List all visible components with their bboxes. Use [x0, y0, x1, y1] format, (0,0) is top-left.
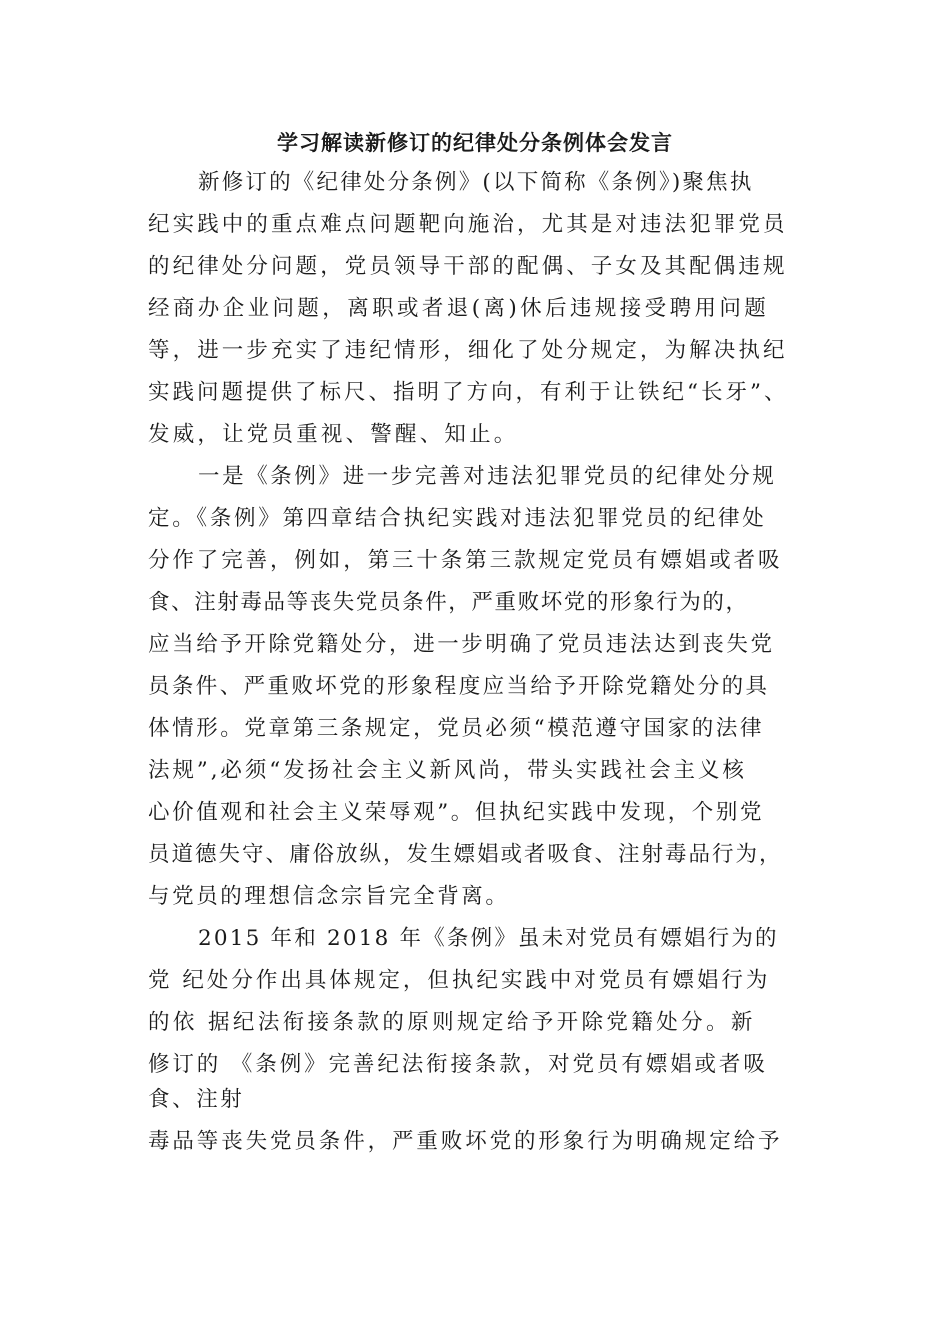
paragraph-2-line-11: 与党员的理想信念宗旨完全背离。 [148, 884, 510, 909]
paragraph-2-line-6: 员条件、严重败坏党的形象程度应当给予开除党籍处分的具 [148, 674, 770, 699]
paragraph-3-line-2: 党 纪处分作出具体规定，但执纪实践中对党员有嫖娼行为 [148, 968, 771, 993]
paragraph-1-line-3: 的纪律处分问题，党员领导干部的配偶、子女及其配偶违规 [148, 254, 788, 279]
paragraph-3-line-6: 毒品等丧失党员条件，严重败坏党的形象行为明确规定给予 [148, 1129, 783, 1154]
paragraph-2-line-10: 员道德失守、庸俗放纵，发生嫖娼或者吸食、注射毒品行为， [148, 842, 783, 867]
paragraph-1-line-1: 新修订的《纪律处分条例》(以下简称《条例》)聚焦执 [198, 170, 754, 195]
paragraph-1-line-4: 经商办企业问题，离职或者退(离)休后违规接受聘用问题 [148, 296, 770, 321]
paragraph-2-line-9: 心价值观和社会主义荣辱观”。但执纪实践中发现，个别党 [148, 800, 765, 825]
paragraph-3-line-3: 的依 据纪法衔接条款的原则规定给予开除党籍处分。新 [148, 1010, 756, 1035]
paragraph-3-line-5: 食、注射 [148, 1087, 245, 1112]
paragraph-2-line-3: 分作了完善，例如，第三十条第三款规定党员有嫖娼或者吸 [148, 548, 783, 573]
paragraph-1-line-5: 等，进一步充实了违纪情形，细化了处分规定，为解决执纪 [148, 338, 788, 363]
paragraph-2-line-4: 食、注射毒品等丧失党员条件，严重败坏党的形象行为的， [148, 590, 749, 615]
paragraph-2-line-2: 定。《条例》第四章结合执纪实践对违法犯罪党员的纪律处 [148, 506, 767, 531]
paragraph-2-line-5: 应当给予开除党籍处分，进一步明确了党员违法达到丧失党 [148, 632, 775, 657]
paragraph-2-line-8: 法规”,必须“发扬社会主义新风尚，带头实践社会主义核 [148, 758, 747, 783]
document-title: 学习解读新修订的纪律处分条例体会发言 [277, 130, 673, 155]
paragraph-1-line-6: 实践问题提供了标尺、指明了方向，有利于让铁纪“长牙”、 [148, 380, 789, 405]
paragraph-1-line-7: 发威，让党员重视、警醒、知止。 [148, 422, 519, 447]
paragraph-2-line-7: 体情形。党章第三条规定，党员必须“模范遵守国家的法律 [148, 716, 765, 741]
paragraph-1-line-2: 纪实践中的重点难点问题靶向施治，尤其是对违法犯罪党员 [148, 212, 788, 237]
paragraph-2-line-1: 一是《条例》进一步完善对违法犯罪党员的纪律处分规 [198, 464, 777, 489]
paragraph-3-line-1: 2015 年和 2018 年《条例》虽未对党员有嫖娼行为的 [198, 926, 779, 951]
paragraph-3-line-4: 修订的 《条例》完善纪法衔接条款，对党员有嫖娼或者吸 [148, 1052, 768, 1077]
